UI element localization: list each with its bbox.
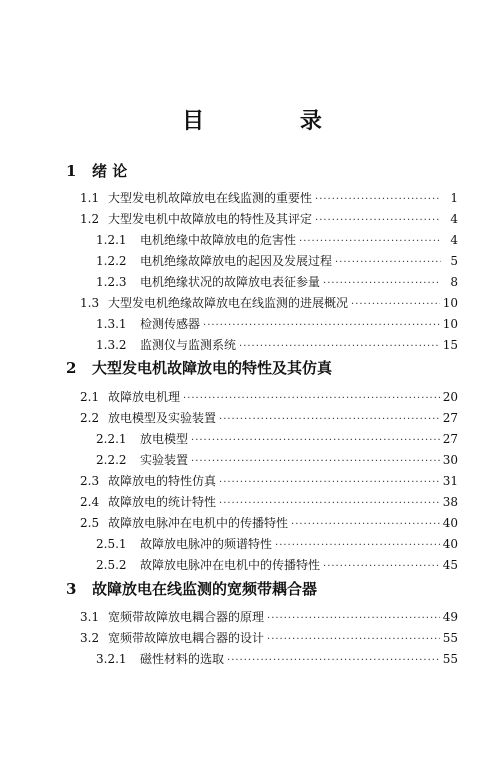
page-number: 55	[442, 631, 458, 645]
dot-leader	[239, 341, 440, 352]
section-number: 1.2.3	[96, 275, 127, 289]
toc-entry	[80, 514, 458, 531]
dot-leader	[291, 519, 440, 530]
section-number: 3.1	[80, 610, 100, 624]
page-number: 49	[442, 610, 458, 624]
page-number: 4	[450, 233, 458, 247]
section-number: 2.3	[80, 474, 100, 488]
dot-leader	[315, 215, 441, 226]
page-number: 4	[450, 212, 458, 226]
section-title: 故障放电脉冲在电机中的传播特性	[140, 558, 321, 572]
section-title: 故障放电脉冲在电机中的传播特性	[108, 516, 289, 530]
dot-leader	[203, 320, 440, 331]
section-number: 2.5	[80, 516, 100, 530]
section-number: 1.3	[80, 296, 100, 310]
section-title: 检测传感器	[140, 317, 201, 331]
toc-entry	[80, 388, 458, 405]
section-number: 2.2	[80, 411, 100, 425]
section-title: 大型发电机故障放电在线监测的重要性	[108, 191, 313, 205]
dot-leader	[219, 477, 440, 488]
page-number: 31	[442, 474, 458, 488]
section-title: 实验装置	[140, 453, 189, 467]
page-number: 15	[442, 338, 458, 352]
toc-entry	[80, 294, 458, 311]
page-number: 40	[442, 537, 458, 551]
dot-leader	[351, 299, 440, 310]
section-number: 1.2.2	[96, 254, 127, 268]
page-number: 20	[442, 390, 458, 404]
toc-entry	[96, 556, 458, 573]
dot-leader	[323, 561, 440, 572]
section-number: 2.5.1	[96, 537, 127, 551]
toc-entry	[80, 210, 458, 227]
section-number: 2.2.1	[96, 432, 127, 446]
section-number: 1.3.1	[96, 317, 127, 331]
section-number: 2.1	[80, 390, 100, 404]
section-title: 放电模型	[140, 432, 189, 446]
section-title: 宽频带故障放电耦合器的设计	[108, 631, 265, 645]
chapter-heading	[66, 357, 332, 378]
page-number: 8	[450, 275, 458, 289]
dot-leader	[299, 236, 441, 247]
page-number: 10	[442, 317, 458, 331]
page-number: 27	[442, 432, 458, 446]
page-number: 45	[442, 558, 458, 572]
chapter-number: 3	[66, 580, 77, 598]
section-number: 1.2.1	[96, 233, 127, 247]
dot-leader	[219, 498, 440, 509]
toc-entry	[80, 493, 458, 510]
chapter-title: 大型发电机故障放电的特性及其仿真	[92, 359, 333, 377]
toc-entry	[80, 608, 458, 625]
toc-entry	[96, 430, 458, 447]
page-number: 5	[450, 254, 458, 268]
toc-entry	[96, 451, 458, 468]
chapter-title: 绪 论	[92, 162, 128, 180]
section-title: 电机绝缘中故障放电的危害性	[140, 233, 297, 247]
dot-leader	[191, 435, 440, 446]
dot-leader	[227, 655, 440, 666]
dot-leader	[219, 414, 440, 425]
section-title: 宽频带故障放电耦合器的原理	[108, 610, 265, 624]
dot-leader	[191, 456, 440, 467]
page-number: 1	[450, 191, 458, 205]
dot-leader	[335, 257, 441, 268]
section-title: 磁性材料的选取	[140, 652, 225, 666]
toc-entry	[80, 409, 458, 426]
section-number: 1.2	[80, 212, 100, 226]
section-number: 2.2.2	[96, 453, 127, 467]
section-title: 电机绝缘故障放电的起因及发展过程	[140, 254, 333, 268]
chapter-heading	[66, 160, 127, 181]
dot-leader	[315, 194, 441, 205]
section-number: 1.1	[80, 191, 100, 205]
section-number: 2.5.2	[96, 558, 127, 572]
chapter-number: 2	[66, 359, 77, 377]
toc-entry	[96, 336, 458, 353]
page-number: 40	[442, 516, 458, 530]
page-number: 10	[442, 296, 458, 310]
section-title: 放电模型及实验装置	[108, 411, 217, 425]
toc-entry	[96, 650, 458, 667]
dot-leader	[275, 540, 440, 551]
section-title: 大型发电机绝缘故障放电在线监测的进展概况	[108, 296, 349, 310]
section-title: 故障放电机理	[108, 390, 181, 404]
page-number: 38	[442, 495, 458, 509]
section-number: 3.2.1	[96, 652, 127, 666]
toc-entry	[80, 472, 458, 489]
page-title: 目 录	[182, 108, 366, 134]
section-title: 电机绝缘状况的故障放电表征参量	[140, 275, 321, 289]
page-number: 55	[442, 652, 458, 666]
dot-leader	[267, 634, 440, 645]
toc-entry	[96, 231, 458, 248]
section-title: 大型发电机中故障放电的特性及其评定	[108, 212, 313, 226]
toc-entry	[96, 315, 458, 332]
page-number: 27	[442, 411, 458, 425]
section-number: 2.4	[80, 495, 100, 509]
section-number: 1.3.2	[96, 338, 127, 352]
toc-entry	[80, 189, 458, 206]
section-title: 故障放电脉冲的频谱特性	[140, 537, 273, 551]
page-number: 30	[442, 453, 458, 467]
dot-leader	[323, 278, 441, 289]
section-title: 故障放电的统计特性	[108, 495, 217, 509]
chapter-heading	[66, 578, 317, 599]
section-number: 3.2	[80, 631, 100, 645]
toc-entry	[96, 535, 458, 552]
chapter-number: 1	[66, 162, 77, 180]
toc-entry	[96, 273, 458, 290]
toc-entry	[96, 252, 458, 269]
chapter-title: 故障放电在线监测的宽频带耦合器	[92, 580, 318, 598]
section-title: 故障放电的特性仿真	[108, 474, 217, 488]
section-title: 监测仪与监测系统	[140, 338, 237, 352]
toc-entry	[80, 629, 458, 646]
dot-leader	[183, 393, 440, 404]
dot-leader	[267, 613, 440, 624]
